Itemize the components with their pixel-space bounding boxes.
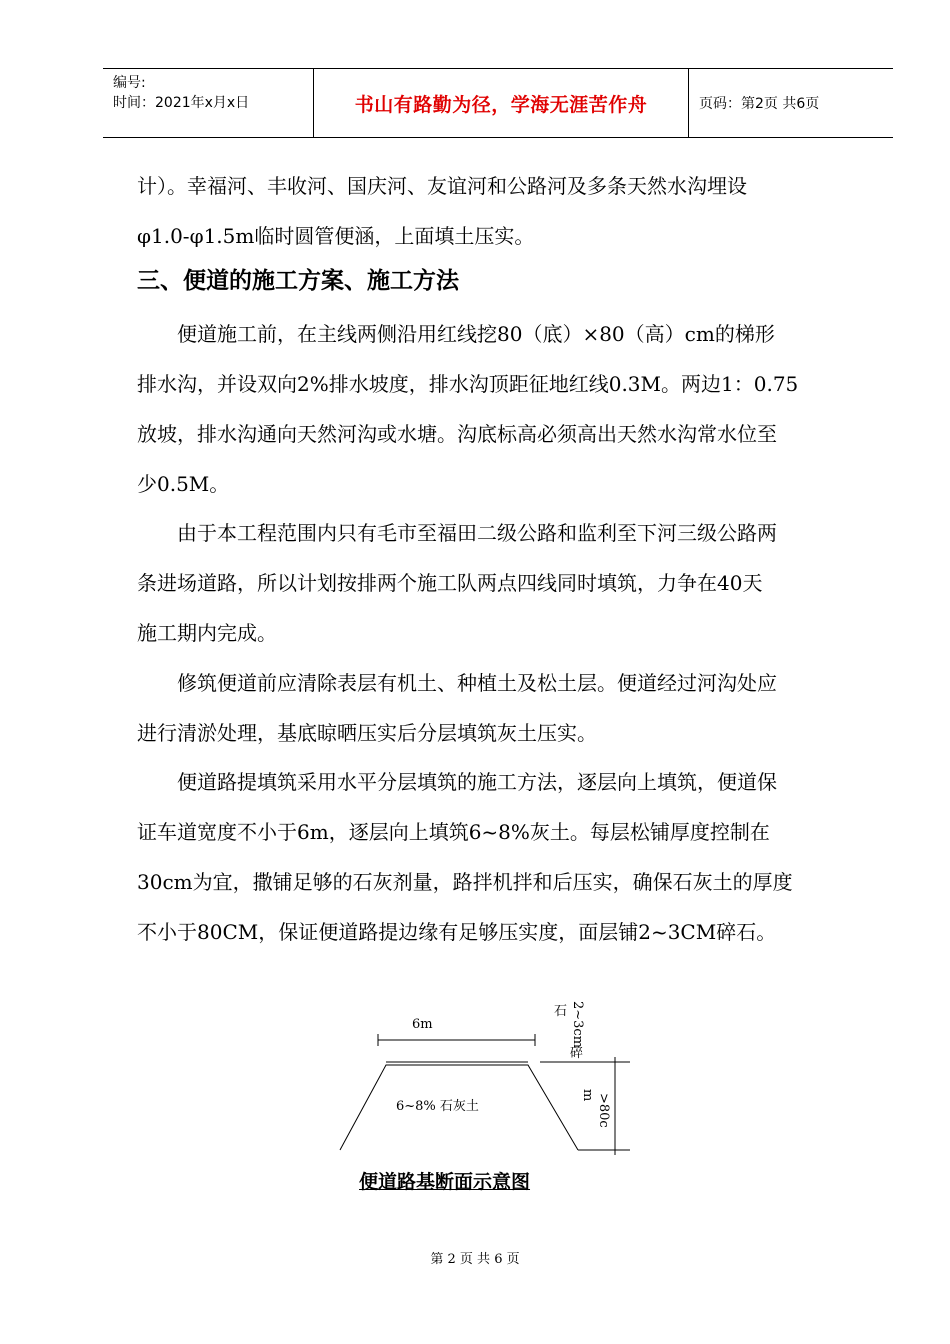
text-line: 修筑便道前应清除表层有机土、种植土及松土层。便道经过河沟处应 — [137, 671, 777, 695]
text-line: 少0.5M。 — [137, 472, 230, 496]
text-line: φ1.0-φ1.5m临时圆管便涵，上面填土压实。 — [137, 224, 535, 248]
section-heading: 三、便道的施工方案、施工方法 — [137, 268, 459, 294]
serial-label: 编号: — [113, 75, 146, 91]
header-meta — [103, 69, 314, 137]
page-footer: 第 2 页 共 6 页 — [430, 1252, 520, 1267]
text-line: 由于本工程范围内只有毛市至福田二级公路和监利至下河三级公路两 — [137, 521, 777, 545]
gravel-label-a: 石 — [554, 1004, 568, 1019]
figure-caption: 便道路基断面示意图 — [359, 1171, 531, 1193]
side-label-m: m — [580, 1089, 595, 1102]
text-line: 证车道宽度不小于6m，逐层向上填筑6~8%灰土。每层松铺厚度控制在 — [137, 820, 770, 844]
text-line: 放坡，排水沟通向天然河沟或水塘。沟底标高必须高出天然水沟常水位至 — [137, 422, 777, 446]
text-line: 进行清淤处理，基底晾晒压实后分层填筑灰土压实。 — [137, 721, 597, 745]
text-line: 便道路提填筑采用水平分层填筑的施工方法，逐层向上填筑，便道保 — [137, 770, 777, 794]
fill-label: 6~8% 石灰土 — [396, 1099, 479, 1114]
gravel-label-b: 2~3cm — [570, 1001, 585, 1049]
text-line: 计）。幸福河、丰收河、国庆河、友谊河和公路河及多条天然水沟埋设 — [137, 174, 747, 198]
gravel-label-c: 碎 — [570, 1046, 584, 1061]
header-page-info: 页码：第2页 共6页 — [699, 96, 820, 112]
depth-label: >80c — [596, 1093, 611, 1128]
text-line: 便道施工前，在主线两侧沿用红线挖80（底）×80（高）cm的梯形 — [137, 322, 775, 346]
header-motto: 书山有路勤为径，学海无涯苦作舟 — [314, 69, 689, 137]
roadbed-cross-section-diagram — [330, 995, 650, 1160]
text-line: 30cm为宜，撒铺足够的石灰剂量，路拌机拌和后压实，确保石灰土的厚度 — [137, 870, 793, 894]
text-line: 条进场道路，所以计划按排两个施工队两点四线同时填筑，力争在40天 — [137, 571, 763, 595]
paragraph-2 — [137, 508, 859, 658]
paragraph-1 — [137, 309, 859, 509]
text-line: 不小于80CM，保证便道路提边缘有足够压实度，面层铺2~3CM碎石。 — [137, 920, 777, 944]
width-label: 6m — [412, 1017, 433, 1032]
page-header — [103, 68, 893, 138]
paragraph-3 — [137, 658, 859, 758]
text-line: 排水沟，并设双向2%排水坡度，排水沟顶距征地红线0.3M。两边1：0.75 — [137, 372, 799, 396]
time-label: 时间：2021年x月x日 — [113, 95, 250, 111]
paragraph-4 — [137, 757, 859, 957]
text-line: 施工期内完成。 — [137, 621, 277, 645]
paragraph-0 — [137, 161, 859, 261]
